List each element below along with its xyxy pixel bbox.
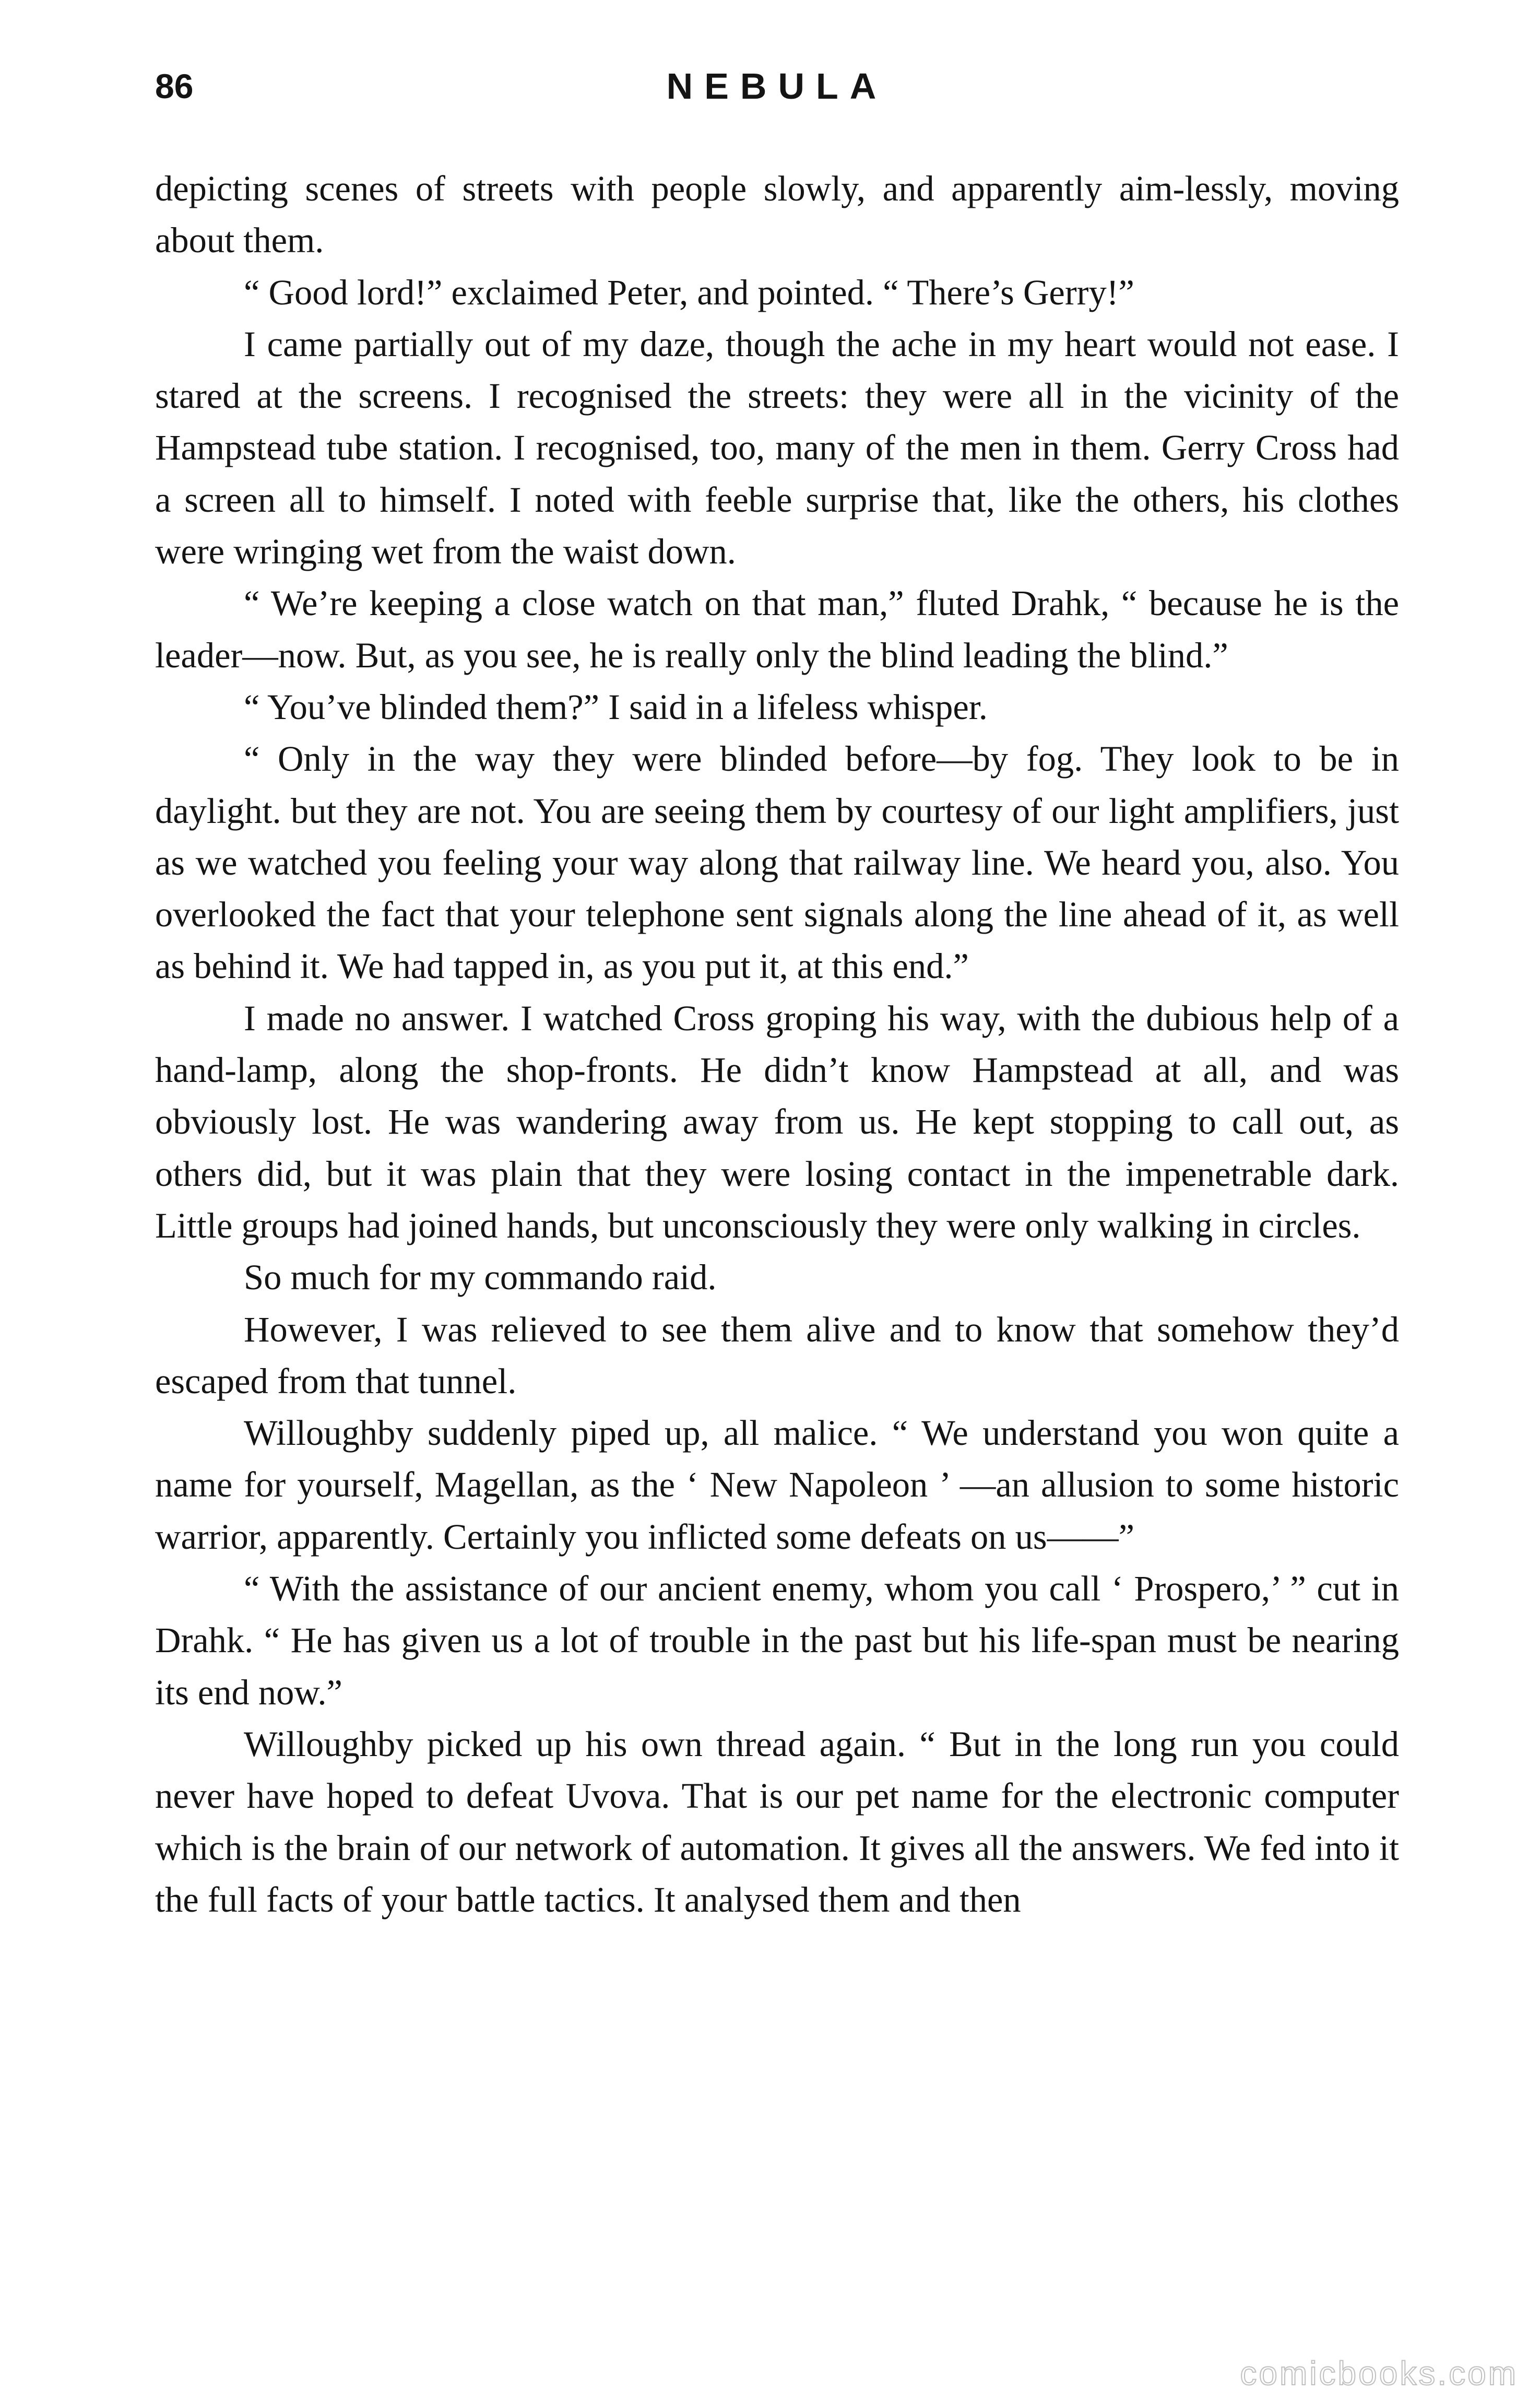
paragraph: “ With the assistance of our ancient enemy, whom you call ‘ Prospero,’ ” cut in Drahk. “ He has given us a lot of trouble in the past but his life-span must be nearing its end now.”	[155, 1569, 1399, 1712]
paragraph: However, I was relieved to see them alive and to know that somehow they’d escaped from that tunnel.	[155, 1309, 1399, 1401]
paragraph: So much for my commando raid.	[244, 1257, 717, 1298]
paragraph: depicting scenes of streets with people slowly, and apparently aim-lessly, moving about them.	[155, 169, 1399, 261]
watermark: comicbooks.com	[1240, 2354, 1518, 2392]
paragraph: I came partially out of my daze, though the ache in my heart would not ease. I stared at the screens. I recognised the streets: they were all in the vicinity of the Hampstead tube station. I recognised, too, many of the men in them. Gerry Cross had a screen all to himself. I noted with feeble surprise that, like the others, his clothes were wringing wet from the waist down.	[155, 324, 1399, 572]
paragraph: Willoughby picked up his own thread again. “ But in the long run you could never have hoped to defeat Uvova. That is our pet name for the electronic computer which is the brain of our network of automation. It gives all the answers. We fed into it the full facts of your battle tactics. It analysed them and then	[155, 1724, 1399, 1920]
page-number: 86	[155, 67, 194, 105]
page-header	[155, 57, 1399, 115]
paragraph: “ We’re keeping a close watch on that man,” fluted Drahk, “ because he is the leader—now. But, as you see, he is really only the blind leading the blind.”	[155, 583, 1399, 675]
running-head: NEBULA	[666, 66, 888, 107]
body-text	[155, 163, 1399, 1926]
paragraph: “ Only in the way they were blinded before—by fog. They look to be in daylight. but they are not. You are seeing them by courtesy of our light amplifiers, just as we watched you feeling your way along that railway line. We heard you, also. You overlooked the fact that your telephone sent signals along the line ahead of it, as well as behind it. We had tapped in, as you put it, at this end.”	[155, 739, 1399, 986]
paragraph: “ You’ve blinded them?” I said in a lifeless whisper.	[244, 687, 988, 727]
paragraph: I made no answer. I watched Cross groping his way, with the dubious help of a hand-lamp, along the shop-fronts. He didn’t know Hampstead at all, and was obviously lost. He was wandering away from us. He kept stopping to call out, as others did, but it was plain that they were losing contact in the impenetrable dark. Little groups had joined hands, but unconsciously they were only walking in circles.	[155, 998, 1399, 1245]
paragraph: “ Good lord!” exclaimed Peter, and pointed. “ There’s Gerry!”	[244, 272, 1134, 312]
paragraph: Willoughby suddenly piped up, all malice. “ We understand you won quite a name for yourself, Magellan, as the ‘ New Napoleon ’ —an allusion to some historic warrior, apparently. Certainly you inflicted some defeats on us——”	[155, 1413, 1399, 1557]
